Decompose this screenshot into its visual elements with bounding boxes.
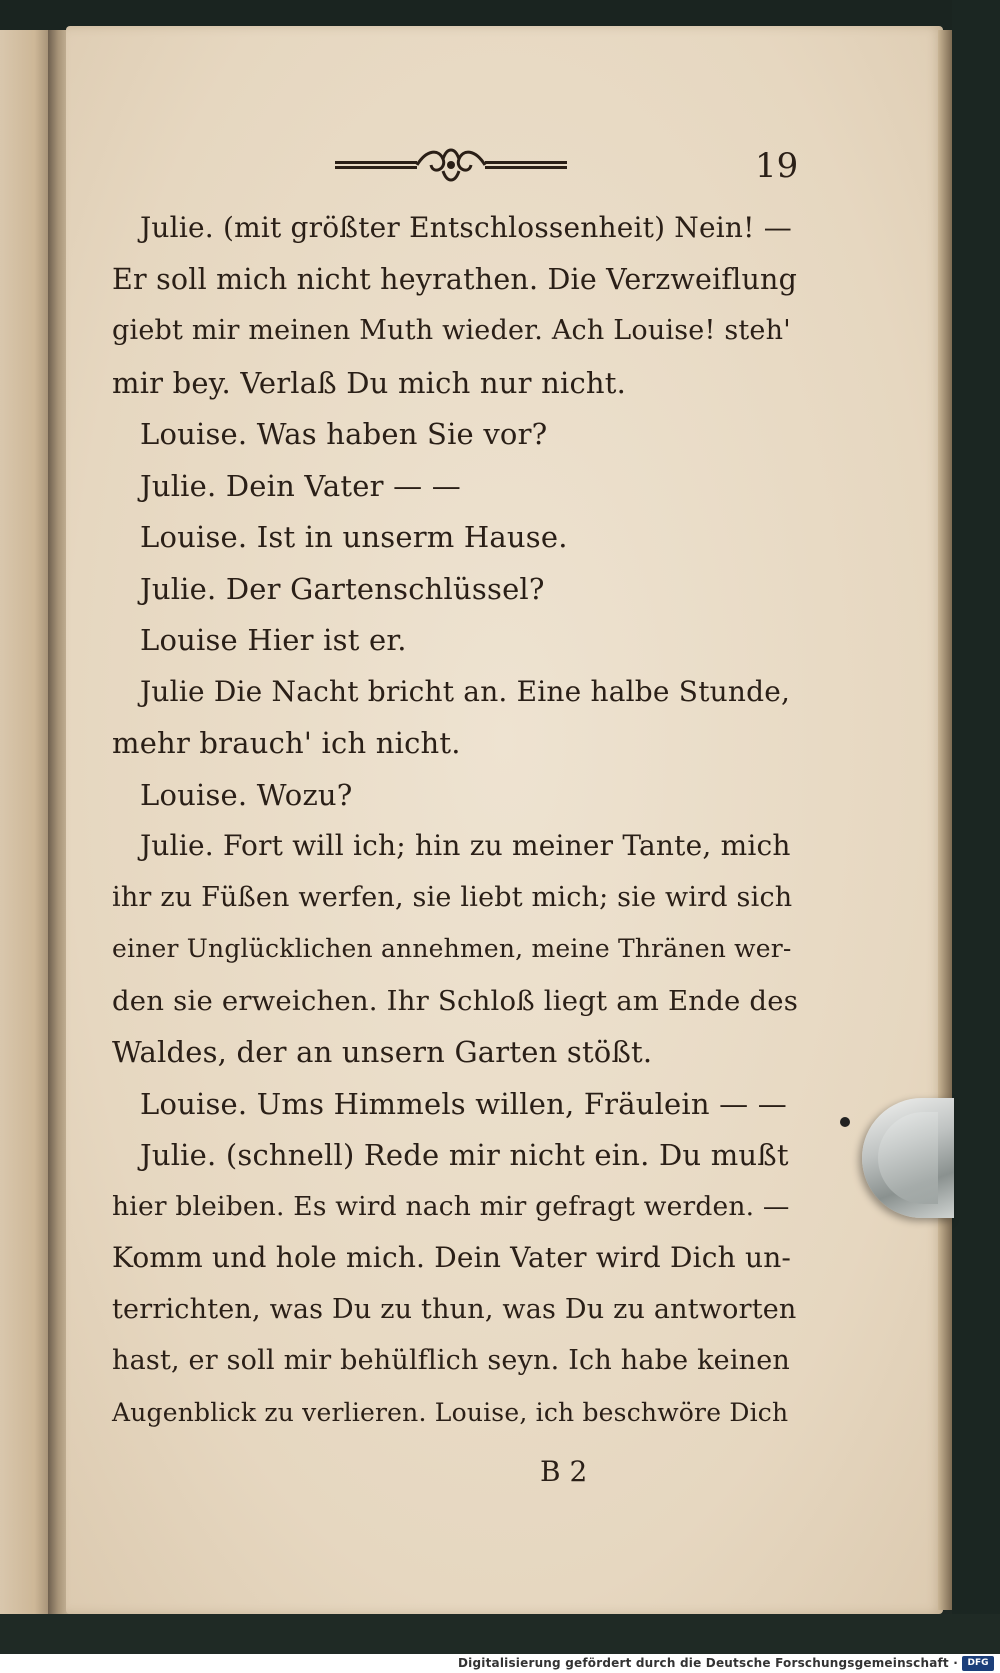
text-line: Komm und hole mich. Dein Vater wird Dich un- bbox=[112, 1241, 792, 1274]
text-line: Louise. Ums Himmels willen, Fräulein — — bbox=[140, 1086, 787, 1121]
page-stack-edge bbox=[938, 30, 952, 1610]
text-line: Julie. Der Gartenschlüssel? bbox=[140, 571, 545, 606]
text-line: Julie. Dein Vater — — bbox=[140, 468, 461, 503]
text-line: ihr zu Füßen werfen, sie liebt mich; sie wird sich bbox=[112, 881, 793, 913]
text-line: einer Unglücklichen annehmen, meine Thränen wer- bbox=[112, 934, 792, 963]
text-line: hast, er soll mir behülflich seyn. Ich habe keinen bbox=[112, 1345, 791, 1376]
digitization-credit: Digitalisierung gefördert durch die Deutsche Forschungsgemeinschaft · bbox=[458, 1656, 958, 1670]
text-line: terrichten, was Du zu thun, was Du zu antworten bbox=[112, 1293, 797, 1325]
signature-mark: B 2 bbox=[540, 1455, 588, 1488]
text-line: Waldes, der an unsern Garten stößt. bbox=[112, 1035, 653, 1069]
text-line: Augenblick zu verlieren. Louise, ich beschwöre Dich bbox=[112, 1397, 789, 1427]
text-line: Louise. Was haben Sie vor? bbox=[140, 417, 548, 451]
text-line: Er soll mich nicht heyrathen. Die Verzweiflung bbox=[112, 262, 798, 296]
text-line: Julie Die Nacht bricht an. Eine halbe Stunde, bbox=[140, 674, 791, 708]
page-number: 19 bbox=[755, 146, 799, 186]
text-line: mehr brauch' ich nicht. bbox=[112, 726, 461, 760]
text-line: Julie. Fort will ich; hin zu meiner Tante, mich bbox=[140, 829, 791, 862]
text-line: Louise Hier ist er. bbox=[140, 623, 407, 657]
dfg-logo: DFG bbox=[962, 1656, 994, 1671]
text-line: Julie. (mit größter Entschlossenheit) Nein! — bbox=[140, 211, 792, 244]
text-line: hier bleiben. Es wird nach mir gefragt werden. — bbox=[112, 1190, 790, 1222]
ink-dot bbox=[840, 1117, 850, 1127]
text-line: Louise. Wozu? bbox=[140, 777, 353, 812]
header-ornament bbox=[335, 145, 567, 185]
text-line: giebt mir meinen Muth wieder. Ach Louise! steh' bbox=[112, 315, 791, 346]
scan-background-bottom bbox=[0, 1614, 1000, 1654]
text-line: Julie. (schnell) Rede mir nicht ein. Du mußt bbox=[140, 1138, 789, 1172]
scan-background-right bbox=[952, 0, 1000, 1673]
text-line: den sie erweichen. Ihr Schloß liegt am Ende des bbox=[112, 984, 799, 1017]
text-line: mir bey. Verlaß Du mich nur nicht. bbox=[112, 365, 627, 400]
text-line: Louise. Ist in unserm Hause. bbox=[140, 520, 568, 554]
